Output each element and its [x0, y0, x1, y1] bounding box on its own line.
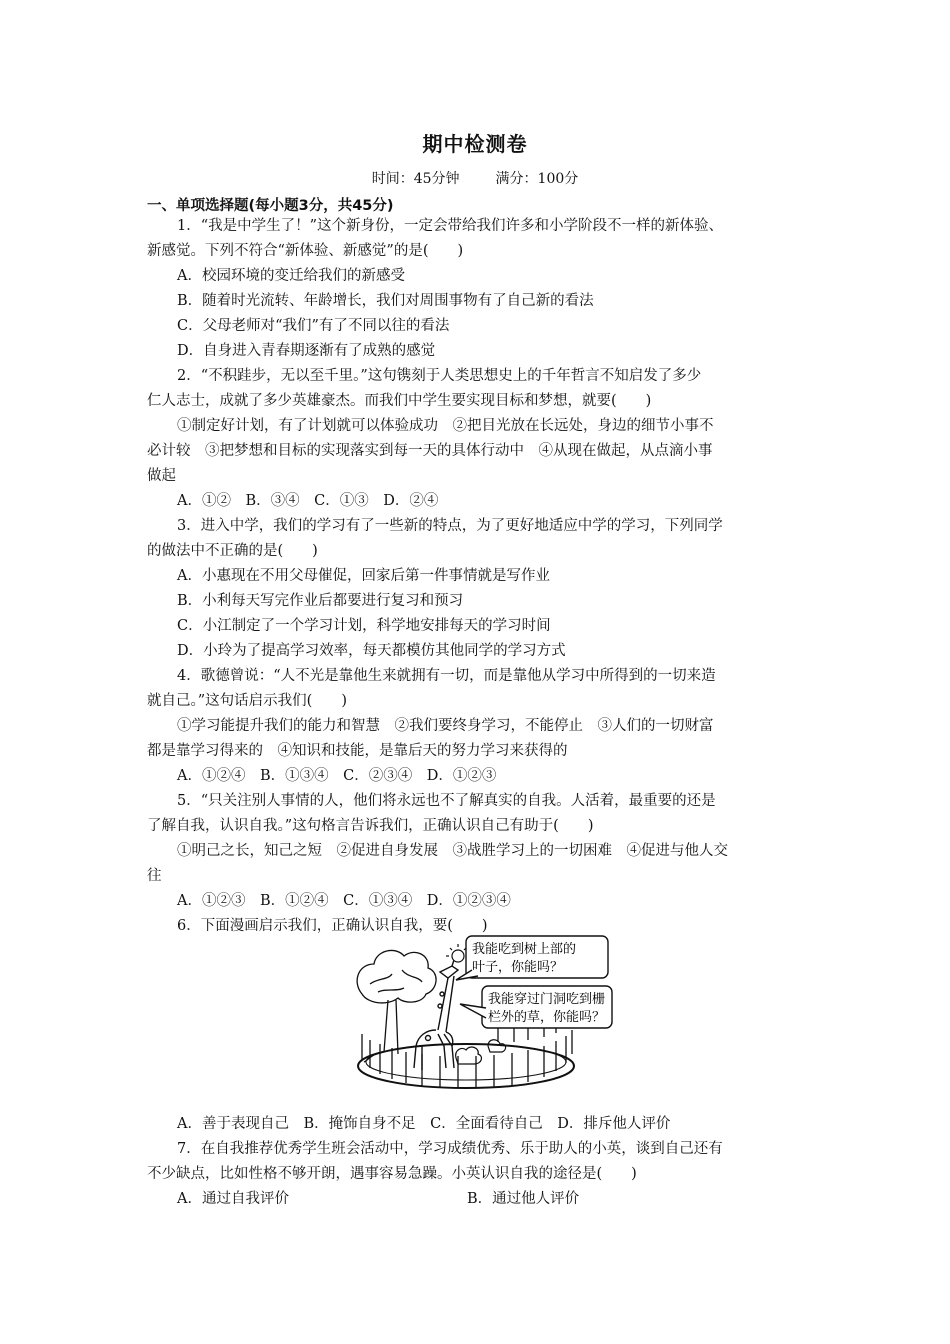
- q7-option-b: B．通过他人评价: [467, 1191, 580, 1207]
- q5-statements: ①明己之长，知己之短 ②促进自身发展 ③战胜学习上的一切困难 ④促进与他人交: [177, 843, 728, 859]
- q2-statements-end: 做起: [147, 468, 176, 484]
- q3-option-c: C．小江制定了一个学习计划，科学地安排每天的学习时间: [177, 618, 551, 634]
- q6-stem: 6．下面漫画启示我们，正确认识自我，要( ): [177, 918, 488, 934]
- q4-statements: ①学习能提升我们的能力和智慧 ②我们要终身学习，不能停止 ③人们的一切财富: [177, 718, 714, 734]
- q5-statements-cont: 往: [147, 868, 162, 884]
- q5-choices: A．①②③ B．①②④ C．①③④ D．①②③④: [177, 893, 511, 909]
- q2-choices: A．①② B．③④ C．①③ D．②④: [177, 493, 439, 509]
- q6-choices: A．善于表现自己 B．掩饰自身不足 C．全面看待自己 D．排斥他人评价: [177, 1116, 671, 1132]
- bubble2-line1: 我能穿过门洞吃到栅: [488, 992, 606, 1007]
- q1-option-c: C．父母老师对“我们”有了不同以往的看法: [177, 318, 450, 334]
- q2-statements-cont: 必计较 ③把梦想和目标的实现落实到每一天的具体行动中 ④从现在做起，从点滴小事: [147, 443, 713, 459]
- q7-option-a: A．通过自我评价: [177, 1191, 289, 1207]
- q3-option-a: A．小惠现在不用父母催促，回家后第一件事情就是写作业: [177, 568, 550, 584]
- q4-stem-cont: 就自己。”这句话启示我们( ): [147, 693, 347, 709]
- q3-option-d: D．小玲为了提高学习效率，每天都模仿其他同学的学习方式: [177, 643, 566, 659]
- q2-stem-cont: 仁人志士，成就了多少英雄豪杰。而我们中学生要实现目标和梦想，就要( ): [147, 393, 652, 409]
- exam-meta: [0, 168, 950, 188]
- giraffe-cartoon: [348, 934, 616, 1094]
- q5-stem: 5．“只关注别人事情的人，他们将永远也不了解真实的自我。人活着，最重要的还是: [177, 793, 716, 809]
- q1-option-a: A．校园环境的变迁给我们的新感受: [177, 268, 405, 284]
- section-heading: 一、单项选择题(每小题3分，共45分): [147, 198, 394, 214]
- bubble2-line2: 栏外的草，你能吗？: [488, 1010, 606, 1025]
- q1-stem-cont: 新感觉。下列不符合“新体验、新感觉”的是( ): [147, 243, 464, 259]
- q1-option-b: B．随着时光流转、年龄增长，我们对周围事物有了自己新的看法: [177, 293, 594, 309]
- q4-stem: 4．歌德曾说：“人不光是靠他生来就拥有一切，而是靠他从学习中所得到的一切来造: [177, 668, 716, 684]
- q5-stem-cont: 了解自我，认识自我。”这句格言告诉我们，正确认识自己有助于( ): [147, 818, 594, 834]
- q4-choices: A．①②④ B．①③④ C．②③④ D．①②③: [177, 768, 497, 784]
- q3-stem: 3．进入中学，我们的学习有了一些新的特点，为了更好地适应中学的学习，下列同学: [177, 518, 723, 534]
- exam-time: 时间：45分钟: [371, 171, 460, 187]
- q3-option-b: B．小利每天写完作业后都要进行复习和预习: [177, 593, 464, 609]
- q2-stem: 2．“不积跬步，无以至千里。”这句镌刻于人类思想史上的千年哲言不知启发了多少: [177, 368, 702, 384]
- q1-stem: 1．“我是中学生了！”这个新身份，一定会带给我们许多和小学阶段不一样的新体验、: [177, 218, 724, 234]
- q3-stem-cont: 的做法中不正确的是( ): [147, 543, 318, 559]
- page-title: 期中检测卷: [422, 132, 528, 156]
- bubble1-line2: 叶子，你能吗？: [472, 960, 564, 975]
- q4-statements-cont: 都是靠学习得来的 ④知识和技能，是靠后天的努力学习来获得的: [147, 743, 568, 759]
- q2-statements: ①制定好计划，有了计划就可以体验成功 ②把目光放在长远处，身边的细节小事不: [177, 418, 714, 434]
- q7-stem-cont: 不少缺点，比如性格不够开朗，遇事容易急躁。小英认识自我的途径是( ): [147, 1166, 637, 1182]
- q1-option-d: D．自身进入青春期逐渐有了成熟的感觉: [177, 343, 436, 359]
- bubble1-line1: 我能吃到树上部的: [472, 942, 577, 957]
- exam-score: 满分：100分: [495, 171, 579, 187]
- q7-stem: 7．在自我推荐优秀学生班会活动中，学习成绩优秀、乐于助人的小英，谈到自己还有: [177, 1141, 723, 1157]
